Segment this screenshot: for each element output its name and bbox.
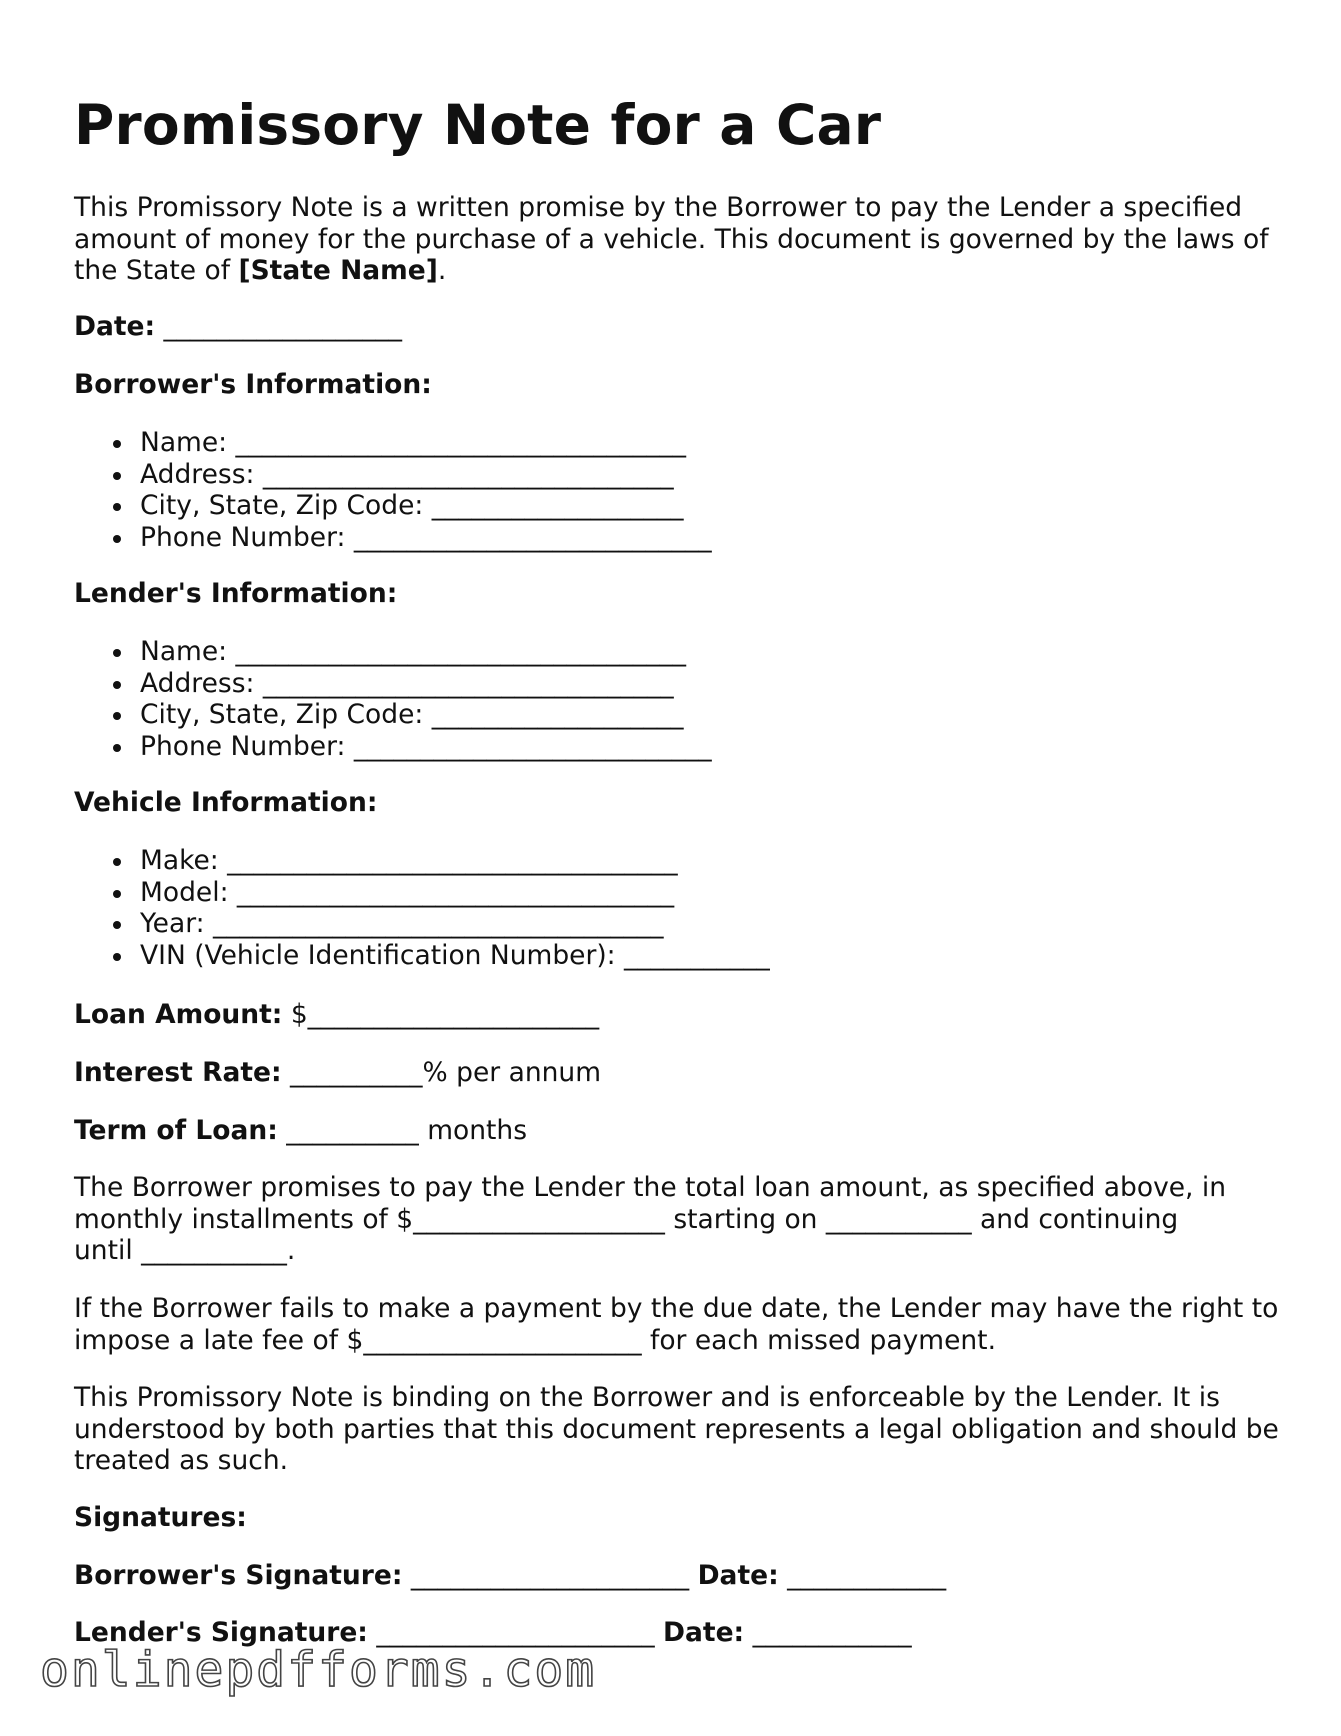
term-of-loan-field [74,1115,527,1147]
borrower-signature-blank: _____________________ [402,1560,698,1591]
intro-line-3-suffix: . [437,255,447,286]
lender-address-field: Address: _______________________________ [74,668,712,700]
vehicle-heading: Vehicle Information: [74,787,378,818]
payment-terms-line-2: monthly installments of $___________________ starting on ___________ and continuing [74,1203,1179,1235]
binding-paragraph [74,1382,1279,1477]
borrower-city-state-zip-field: City, State, Zip Code: ___________________ [74,490,712,522]
date-field [74,311,402,343]
date-label: Date: [74,311,156,342]
signatures-heading: Signatures: [74,1502,247,1533]
payment-terms-paragraph [74,1172,1274,1267]
lender-info-list [74,636,712,762]
binding-line-2: understood by both parties that this document represents a legal obligation and should be [74,1413,1279,1445]
late-fee-paragraph [74,1293,1279,1356]
lender-city-state-zip-field: City, State, Zip Code: ___________________ [74,699,712,731]
intro-paragraph [74,192,1274,287]
vehicle-make-field: Make: __________________________________ [74,845,770,877]
intro-line-3-prefix: the State of [74,255,239,286]
vehicle-info-list [74,845,770,971]
vehicle-model-field: Model: _________________________________ [74,877,770,909]
lender-signature-label: Lender's Signature: [74,1617,368,1648]
date-blank: __________________ [155,311,403,342]
loan-amount-field [74,999,599,1031]
intro-line-3 [74,255,1274,287]
payment-terms-line-3: until ___________. [74,1235,296,1266]
vehicle-year-field: Year: __________________________________ [74,908,770,940]
borrower-date-label: Date: [697,1560,779,1591]
interest-rate-blank: __________% per annum [281,1057,602,1088]
borrower-date-blank: ____________ [778,1560,947,1591]
borrower-info-list [74,427,712,553]
lender-heading: Lender's Information: [74,578,398,609]
borrower-name-field: Name: __________________________________ [74,427,712,459]
lender-date-blank: ____________ [744,1617,912,1648]
late-fee-line-2: impose a late fee of $_____________________ for each missed payment. [74,1324,996,1356]
binding-line-1: This Promissory Note is binding on the Borrower and is enforceable by the Lender. It is [74,1382,1220,1413]
binding-line-3: treated as such. [74,1445,289,1476]
late-fee-line-1: If the Borrower fails to make a payment by the due date, the Lender may have the right to [74,1293,1279,1324]
term-of-loan-blank: __________ months [277,1115,528,1146]
borrower-signature-line [74,1560,946,1592]
payment-terms-line-1: The Borrower promises to pay the Lender the total loan amount, as specified above, in [74,1172,1227,1203]
vehicle-vin-field: VIN (Vehicle Identification Number): ___________ [74,940,770,972]
lender-date-label: Date: [663,1617,745,1648]
loan-amount-label: Loan Amount: [74,999,283,1030]
borrower-address-field: Address: _______________________________ [74,459,712,491]
state-name-placeholder: [State Name] [238,255,438,286]
borrower-signature-label: Borrower's Signature: [74,1560,403,1591]
lender-signature-blank: _____________________ [367,1617,664,1648]
borrower-phone-field: Phone Number: ___________________________ [74,522,712,554]
intro-line-1: This Promissory Note is a written promise by the Borrower to pay the Lender a specified [74,192,1243,223]
interest-rate-field [74,1057,601,1089]
borrower-heading: Borrower's Information: [74,369,432,400]
lender-phone-field: Phone Number: ___________________________ [74,731,712,763]
lender-name-field: Name: __________________________________ [74,636,712,668]
document-title: Promissory Note for a Car [74,93,882,157]
watermark-logo: onlinepdfforms.com [40,1642,597,1698]
term-of-loan-label: Term of Loan: [74,1115,278,1146]
interest-rate-label: Interest Rate: [74,1057,282,1088]
intro-line-2: amount of money for the purchase of a vehicle. This document is governed by the laws of [74,223,1269,255]
loan-amount-blank: $______________________ [282,999,600,1030]
